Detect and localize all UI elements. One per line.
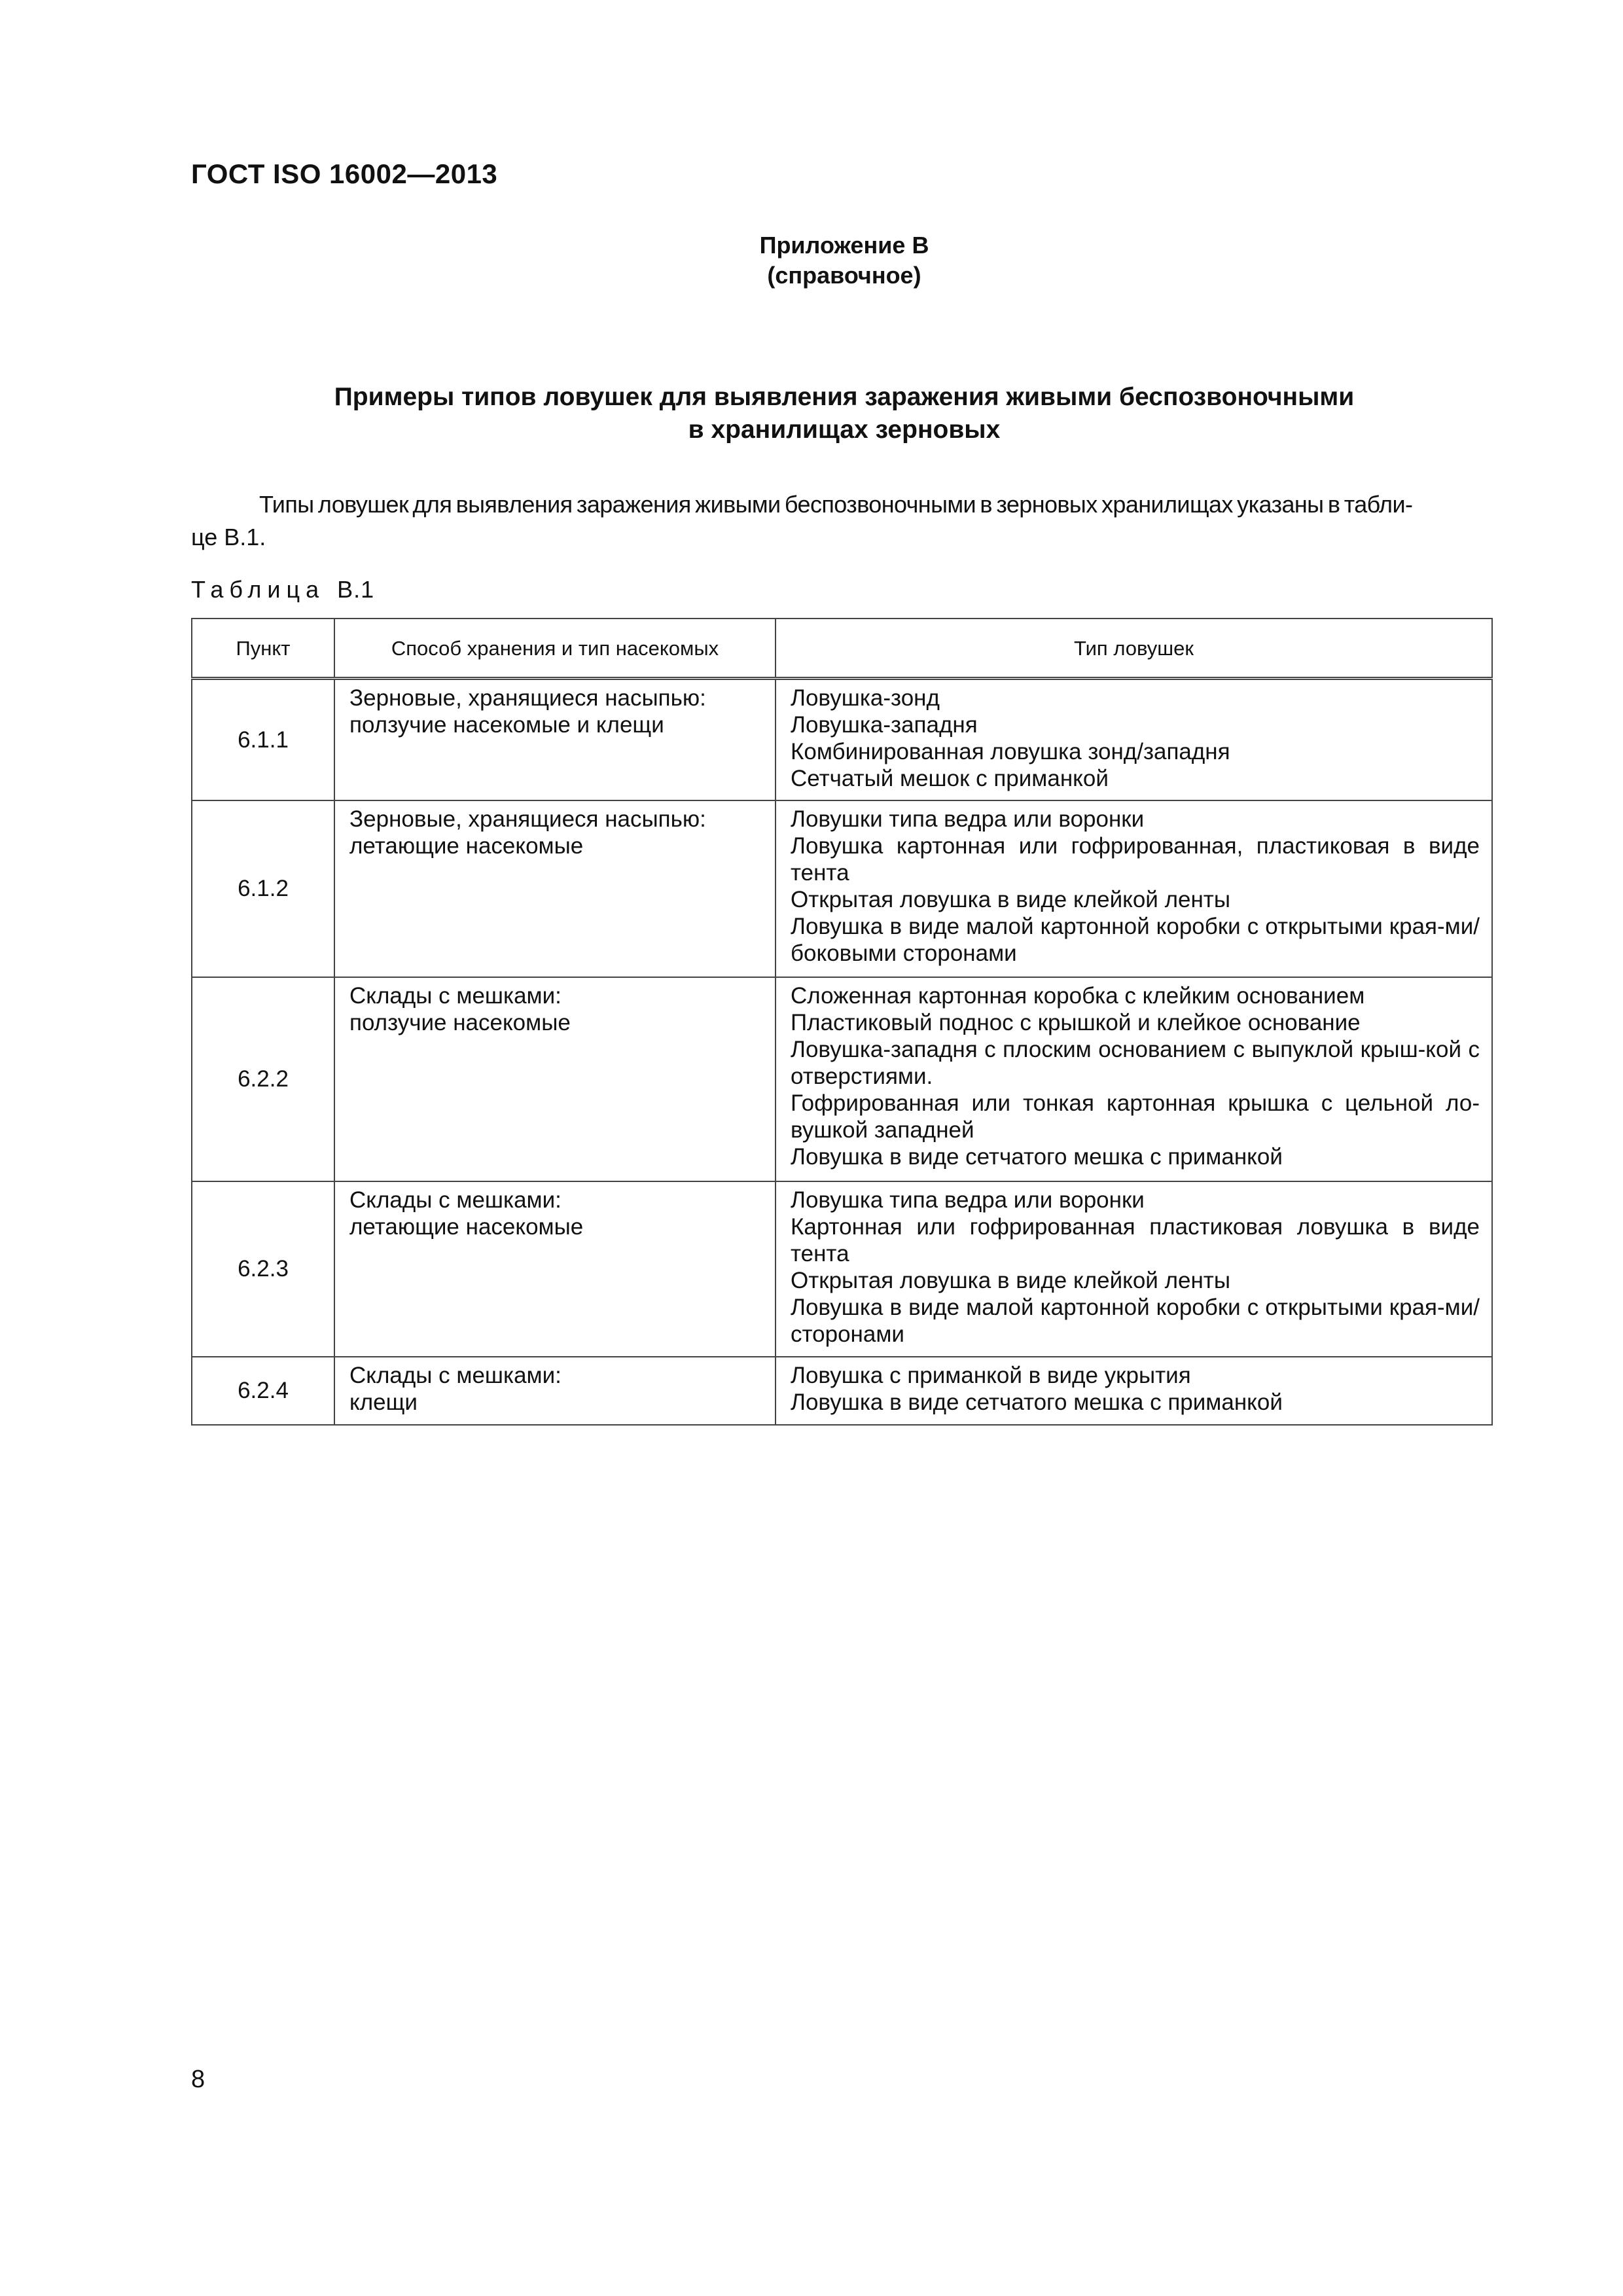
storage-line: клещи (349, 1389, 418, 1415)
storage-cell (334, 800, 776, 977)
trap-entry: Картонная или гофрированная пластиковая ловушка в виде тента (791, 1213, 1480, 1266)
table-caption-number: В.1 (337, 576, 375, 603)
traps-table (191, 618, 1493, 1426)
item-number: 6.2.3 (192, 1181, 334, 1357)
storage-line: летающие насекомые (349, 833, 584, 859)
section-title-line-1: Примеры типов ловушек для выявления заражения живыми беспозвоночными (334, 383, 1355, 411)
trap-entry: Ловушка-западня (791, 712, 978, 738)
page-number: 8 (191, 2066, 205, 2093)
table-header-row (192, 619, 1492, 679)
trap-entry: Ловушка в виде сетчатого мешка с приманкой (791, 1389, 1283, 1415)
intro-paragraph (191, 488, 1500, 554)
trap-entry: Сложенная картонная коробка с клейким основанием (791, 982, 1365, 1009)
column-header-traps: Тип ловушек (776, 619, 1492, 679)
trap-entry: Комбинированная ловушка зонд/западня (791, 739, 1230, 764)
intro-line-1: Типы ловушек для выявления заражения живыми беспозвоночными в зерновых хранилищах указаны в табли- (259, 491, 1413, 518)
traps-cell (776, 679, 1492, 800)
appendix-heading (0, 230, 1623, 291)
trap-entry: Открытая ловушка в виде клейкой ленты (791, 886, 1230, 912)
traps-cell (776, 1357, 1492, 1425)
item-number: 6.2.4 (192, 1357, 334, 1425)
trap-entry: Ловушка картонная или гофрированная, пластиковая в виде тента (791, 833, 1480, 886)
storage-line: ползучие насекомые (349, 1009, 571, 1035)
item-number: 6.1.2 (192, 800, 334, 977)
storage-cell (334, 1181, 776, 1357)
appendix-type: (справочное) (767, 262, 921, 289)
intro-line-2: це В.1. (191, 524, 266, 550)
document-code: ГОСТ ISO 16002—2013 (191, 158, 498, 189)
trap-entry: Ловушка с приманкой в виде укрытия (791, 1362, 1191, 1388)
storage-line: летающие насекомые (349, 1213, 584, 1240)
storage-cell (334, 1357, 776, 1425)
column-header-item: Пункт (192, 619, 334, 679)
traps-cell (776, 977, 1492, 1181)
table-row (192, 977, 1492, 1181)
table-caption (191, 576, 374, 603)
appendix-label: Приложение В (759, 232, 929, 259)
table-row (192, 679, 1492, 800)
storage-line: Склады с мешками: (349, 982, 562, 1009)
item-number: 6.1.1 (192, 679, 334, 800)
column-header-storage: Способ хранения и тип насекомых (334, 619, 776, 679)
trap-entry: Гофрированная или тонкая картонная крышка с цельной ло-вушкой западней (791, 1090, 1480, 1143)
section-title (0, 381, 1623, 446)
trap-entry: Ловушка-западня с плоским основанием с выпуклой крыш-кой с отверстиями. (791, 1036, 1480, 1089)
trap-entry: Ловушка-зонд (791, 685, 940, 711)
table-row (192, 800, 1492, 977)
trap-entry: Ловушки типа ведра или воронки (791, 806, 1145, 832)
trap-entry: Ловушка в виде малой картонной коробки с открытыми края-ми/боковыми сторонами (791, 913, 1480, 966)
trap-entry: Пластиковый поднос с крышкой и клейкое основание (791, 1009, 1361, 1035)
storage-line: Склады с мешками: (349, 1362, 562, 1388)
trap-entry: Ловушка в виде малой картонной коробки с открытыми края-ми/сторонами (791, 1294, 1480, 1347)
trap-entry: Открытая ловушка в виде клейкой ленты (791, 1267, 1230, 1293)
table-row (192, 1357, 1492, 1425)
trap-entry: Ловушка в виде сетчатого мешка с приманкой (791, 1143, 1283, 1170)
table-caption-word: Таблица (191, 576, 325, 603)
storage-cell (334, 679, 776, 800)
storage-cell (334, 977, 776, 1181)
trap-entry: Сетчатый мешок с приманкой (791, 766, 1109, 791)
item-number: 6.2.2 (192, 977, 334, 1181)
storage-line: Зерновые, хранящиеся насыпью: (349, 685, 706, 711)
table-row (192, 1181, 1492, 1357)
section-title-line-2: в хранилищах зерновых (688, 416, 1001, 444)
storage-line: Склады с мешками: (349, 1187, 562, 1213)
traps-cell (776, 800, 1492, 977)
storage-line: ползучие насекомые и клещи (349, 712, 664, 738)
traps-cell (776, 1181, 1492, 1357)
trap-entry: Ловушка типа ведра или воронки (791, 1187, 1145, 1213)
storage-line: Зерновые, хранящиеся насыпью: (349, 806, 706, 832)
